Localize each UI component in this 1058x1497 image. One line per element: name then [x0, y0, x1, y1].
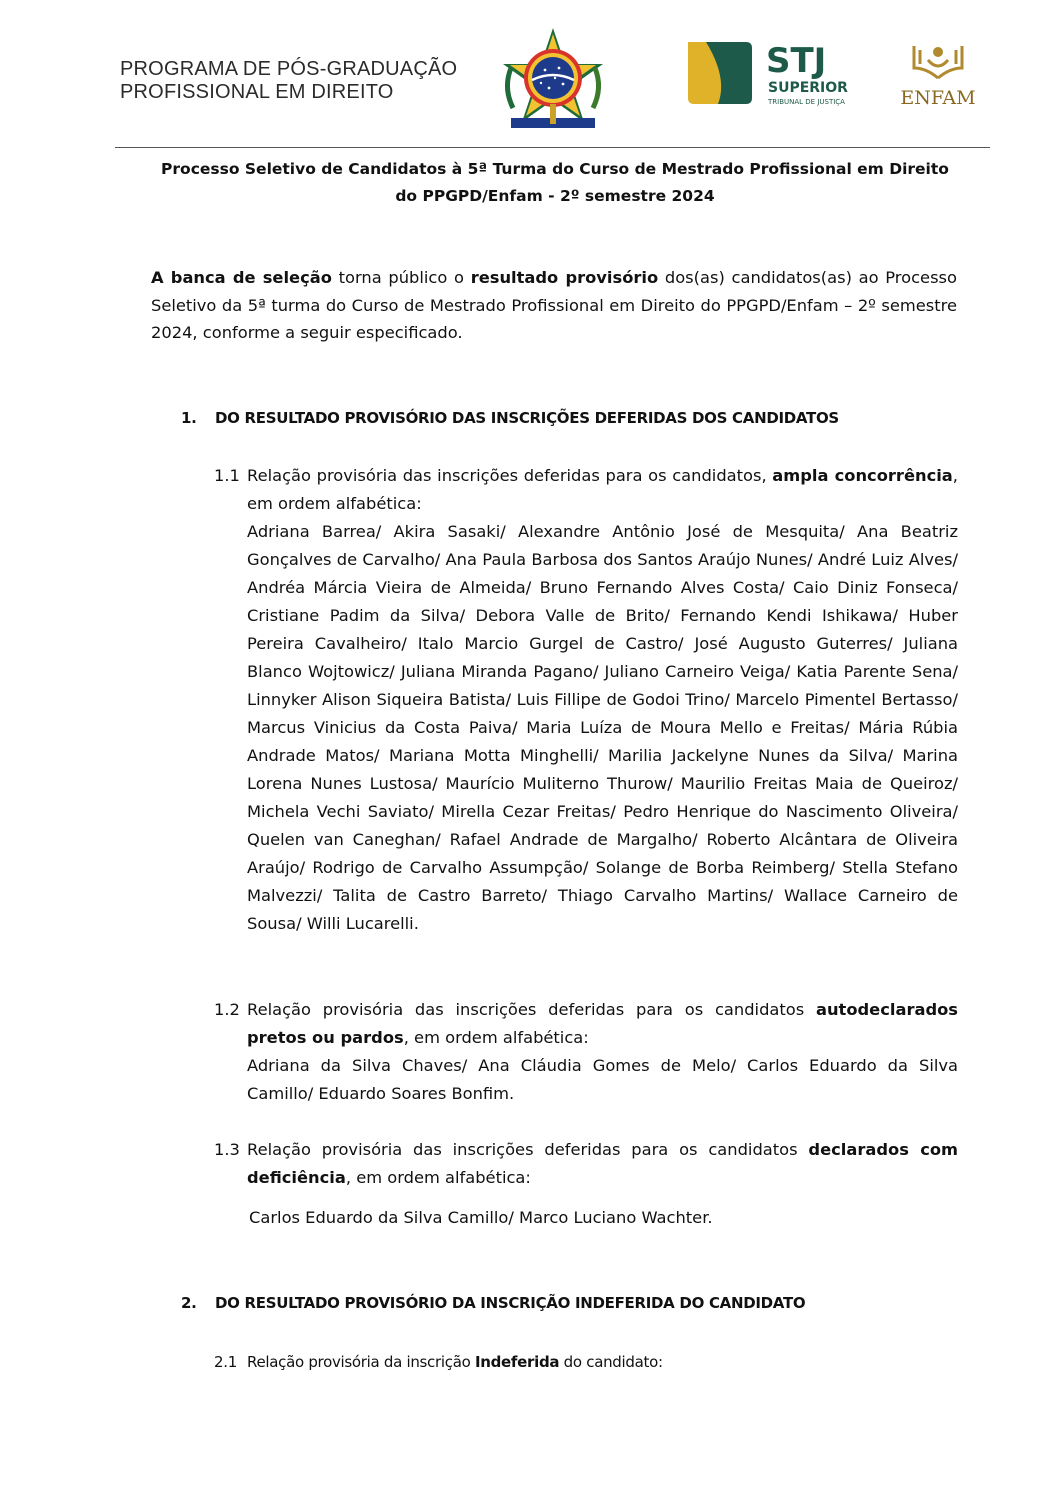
candidate-names-list: Adriana da Silva Chaves/ Ana Cláudia Gomes de Melo/ Carlos Eduardo da Silva Camillo/ Eduardo Soares Bonfim. [247, 1056, 958, 1103]
intro-bold-1: A banca de seleção [151, 268, 332, 287]
stj-logo [688, 38, 858, 108]
item-bold: ampla concorrência [772, 466, 953, 485]
item-1-3 [214, 1136, 958, 1232]
document-title [120, 156, 990, 210]
document-title-line1: Processo Seletivo de Candidatos à 5ª Turma do Curso de Mestrado Profissional em Direito [161, 160, 949, 178]
candidate-names-list: Adriana Barrea/ Akira Sasaki/ Alexandre Antônio José de Mesquita/ Ana Beatriz Gonçalves de Carvalho/ Ana Paula Barbosa dos Santos Araújo Nunes/ André Luiz Alves/ Andréa Márcia Vieira de Almeida/ Bruno Fernando Alves Costa/ Caio Diniz Fonseca/ Cristiane Padim da Silva/ Debora Valle de Brito/ Fernando Kendi Ishikawa/ Huber Pereira Cavalheiro/ Italo Marcio Gurgel de Castro/ José Augusto Guterres/ Juliana Blanco Wojtowicz/ Juliana Miranda Pagano/ Juliano Carneiro Veiga/ Katia Parente Sena/ Linnyker Alison Siqueira Batista/ Luis Fillipe de Godoi Trino/ Marcelo Pimentel Bertasso/ Marcus Vinicius da Costa Paiva/ Maria Luíza de Moura Mello e Freitas/ Mária Rúbia Andrade Matos/ Mariana Motta Minghelli/ Marilia Jackelyne Nunes da Silva/ Marina Lorena Nunes Lustosa/ Maurício Muliterno Thurow/ Maurilio Freitas Maia de Queiroz/ Michela Vechi Saviato/ Mirella Cezar Freitas/ Pedro Henrique do Nascimento Oliveira/ Quelen van Caneghan/ Rafael Andrade de Margalho/ Roberto Alcântara de Oliveira Araújo/ Rodrigo de Carvalho Assumpção/ Solange de Borba Reimberg/ Stella Stefano Malvezzi/ Talita de Castro Barreto/ Thiago Carvalho Martins/ Wallace Carneiro de Sousa/ Willi Lucarelli. [247, 522, 958, 933]
item-number: 1.1 [214, 466, 240, 485]
program-name-line1: PROGRAMA DE PÓS-GRADUAÇÃO [120, 58, 458, 80]
item-tail: , em ordem alfabética: [345, 1168, 531, 1187]
item-tail: , em ordem alfabética: [247, 466, 958, 513]
program-name-line2: PROFISSIONAL EM DIREITO [120, 81, 394, 103]
program-name [120, 58, 457, 104]
stj-logo-line1: SUPERIOR [768, 80, 848, 96]
item-tail: do candidato: [559, 1353, 663, 1371]
item-lead: Relação provisória das inscrições deferidas para os candidatos [247, 1000, 816, 1019]
intro-bold-2: resultado provisório [470, 268, 659, 287]
candidate-names-list: Carlos Eduardo da Silva Camillo/ Marco Luciano Wachter. [249, 1208, 713, 1227]
section-1-number: 1. [181, 409, 197, 427]
enfam-logo-text: ENFAM [900, 87, 976, 109]
item-tail: , em ordem alfabética: [403, 1028, 589, 1047]
item-number: 2.1 [214, 1353, 237, 1371]
document-title-line2: do PPGPD/Enfam - 2º semestre 2024 [395, 187, 715, 205]
enfam-logo [890, 38, 986, 110]
intro-paragraph [151, 264, 957, 347]
stj-logo-line2: TRIBUNAL DE JUSTIÇA [768, 98, 845, 106]
intro-text-2: dos(as) candidatos(as) ao Processo Seletivo da 5ª turma do Curso de Mestrado Profissional em Direito do PPGPD/Enfam – 2º semestre 2024, conforme a seguir especificado. [151, 268, 957, 342]
item-bold: Indeferida [474, 1353, 560, 1371]
section-2-number: 2. [181, 1294, 197, 1312]
section-2-title: DO RESULTADO PROVISÓRIO DA INSCRIÇÃO INDEFERIDA DO CANDIDATO [215, 1294, 806, 1312]
section-1-title: DO RESULTADO PROVISÓRIO DAS INSCRIÇÕES DEFERIDAS DOS CANDIDATOS [215, 409, 839, 427]
item-lead: Relação provisória das inscrições deferidas para os candidatos [247, 1140, 809, 1159]
item-lead: Relação provisória da inscrição [247, 1353, 475, 1371]
intro-text-1: torna público o [331, 268, 471, 287]
item-1-1 [214, 462, 958, 938]
item-bold: declarados com deficiência [247, 1140, 958, 1187]
header-divider [115, 147, 990, 148]
item-2-1 [214, 1348, 958, 1376]
item-bold: autodeclarados pretos ou pardos [247, 1000, 958, 1047]
brazil-coat-of-arms-logo [496, 24, 610, 136]
item-1-2 [214, 996, 958, 1108]
item-lead: Relação provisória das inscrições deferidas para os candidatos, [247, 466, 773, 485]
stj-logo-acronym: STJ [766, 41, 827, 81]
item-number: 1.2 [214, 1000, 240, 1019]
item-number: 1.3 [214, 1140, 240, 1159]
